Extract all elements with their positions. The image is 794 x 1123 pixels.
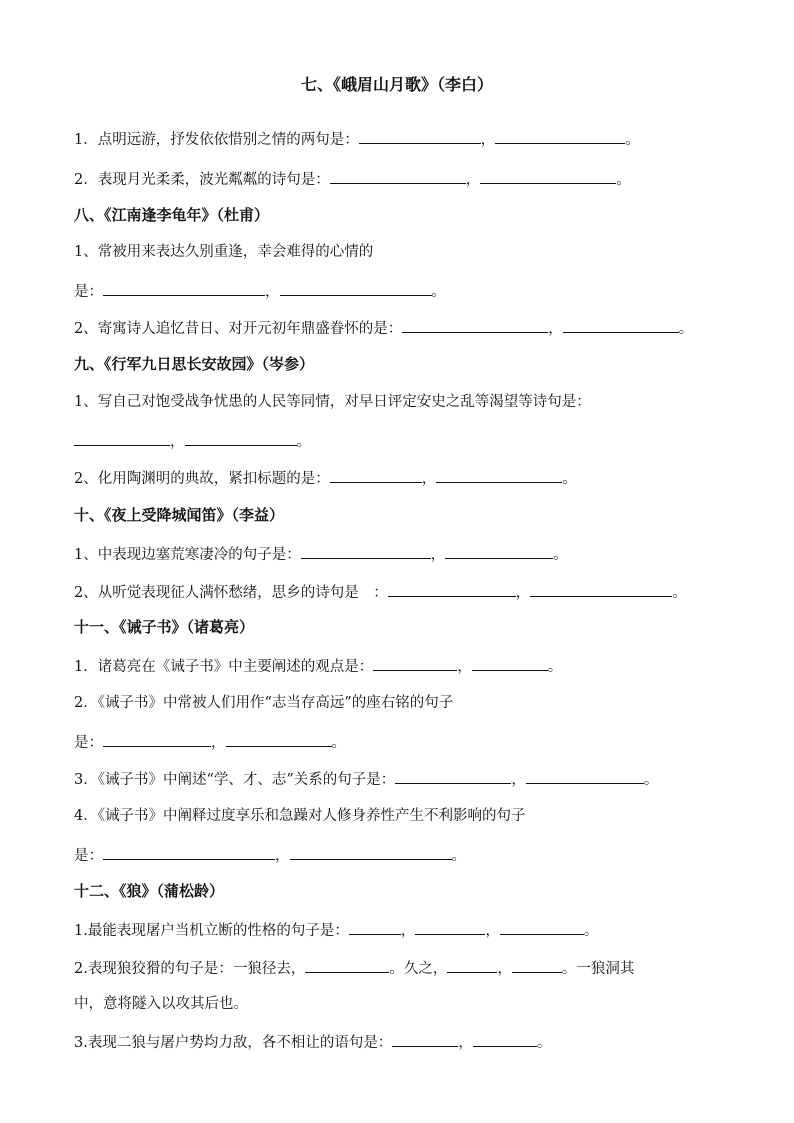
separator: ， [170, 434, 185, 450]
separator: ， [211, 735, 226, 751]
section-heading-12: 十二、《狼》（蒲松龄） [74, 882, 225, 900]
question-text: 1.最能表现屠户当机立断的性格的句子是： [74, 923, 349, 939]
question-text: 2．表现月光柔柔，波光粼粼的诗句是： [74, 172, 330, 188]
question-9-1: 1、写自己对饱受战争忧患的人民等同情，对早日评定安史之乱等渴望等诗句是： [74, 394, 591, 410]
question-text: 3.表现二狼与屠户势均力敌，各不相让的语句是： [74, 1035, 393, 1051]
answer-blank[interactable] [512, 957, 562, 973]
question-text: 2、化用陶渊明的典故，紧扣标题的是： [74, 471, 330, 487]
question-12-3 [74, 1031, 551, 1053]
answer-blank[interactable] [103, 280, 265, 296]
answer-blank[interactable] [563, 317, 679, 333]
page-title: 七、《峨眉山月歌》（李白） [300, 75, 493, 94]
question-12-2-continued: 中，意将隧入以攻其后也。 [74, 996, 248, 1012]
separator: ， [548, 321, 563, 337]
question-10-1 [74, 543, 568, 565]
answer-blank[interactable] [473, 1031, 537, 1047]
question-8-1-answer [74, 280, 446, 302]
question-11-3 [74, 768, 658, 790]
separator: ， [421, 471, 437, 487]
separator: ， [515, 585, 531, 601]
separator: ， [465, 172, 481, 188]
question-text: 2.表现狼狡猾的句子是：一狼径去， [74, 961, 306, 977]
period: 。 [536, 1035, 552, 1051]
question-text: 1、中表现边塞荒寒凄冷的句子是： [74, 547, 301, 563]
question-11-1 [74, 655, 562, 677]
separator: ， [275, 848, 290, 864]
answer-blank[interactable] [359, 128, 481, 144]
answer-blank[interactable] [395, 768, 511, 784]
period: 。 [625, 132, 640, 148]
question-text-tail: 。一狼洞其 [561, 961, 635, 977]
separator: ， [497, 961, 512, 977]
answer-blank[interactable] [305, 957, 389, 973]
answer-blank[interactable] [373, 655, 457, 671]
separator: ， [511, 772, 526, 788]
answer-blank[interactable] [349, 919, 401, 935]
section-heading-10: 十、《夜上受降城闻笛》（李益） [74, 506, 285, 524]
separator: ， [485, 923, 500, 939]
answer-blank[interactable] [301, 543, 431, 559]
period: 。 [331, 735, 346, 751]
question-11-4: 4．《诫子书》中阐释过度享乐和急躁对人修身养性产生不利影响的句子 [74, 808, 526, 824]
answer-blank[interactable] [392, 1031, 458, 1047]
question-text-mid: 。久之， [389, 961, 448, 977]
answer-blank[interactable] [74, 430, 170, 446]
question-12-2 [74, 957, 634, 979]
question-12-1 [74, 919, 598, 941]
separator: ， [457, 659, 472, 675]
period: 。 [296, 434, 311, 450]
question-text: 2、寄寓诗人追忆昔日、对开元初年鼎盛眷怀的是： [74, 321, 403, 337]
answer-blank[interactable] [472, 655, 548, 671]
separator: ， [430, 547, 446, 563]
answer-blank[interactable] [495, 128, 625, 144]
answer-blank[interactable] [388, 581, 516, 597]
period: 。 [672, 585, 687, 601]
answer-blank[interactable] [402, 317, 548, 333]
question-8-2 [74, 317, 693, 339]
answer-blank[interactable] [280, 280, 432, 296]
question-11-4-answer [74, 844, 466, 866]
period: 。 [451, 848, 466, 864]
question-7-1 [74, 128, 640, 150]
separator: ， [458, 1035, 473, 1051]
period: 。 [431, 284, 446, 300]
question-8-1: 1、常被用来表达久别重逢，幸会难得的心情的 [74, 244, 374, 260]
period: 。 [547, 659, 563, 675]
section-heading-9: 九、《行军九日思长安故园》（岑参） [74, 355, 315, 373]
separator: ， [480, 132, 496, 148]
answer-blank[interactable] [500, 919, 584, 935]
question-text: 3．《诫子书》中阐述“学、才、志”关系的句子是： [74, 772, 396, 788]
answer-blank[interactable] [447, 957, 497, 973]
question-11-2-answer [74, 731, 346, 753]
answer-blank[interactable] [330, 467, 422, 483]
question-9-1-answer [74, 430, 311, 452]
answer-blank[interactable] [530, 581, 672, 597]
section-heading-11: 十一、《诫子书》（诸葛亮） [74, 618, 255, 636]
period: 。 [553, 547, 568, 563]
separator: ， [265, 284, 280, 300]
answer-blank[interactable] [436, 467, 562, 483]
period: 。 [678, 321, 694, 337]
answer-blank[interactable] [290, 844, 452, 860]
answer-blank[interactable] [103, 844, 275, 860]
answer-blank[interactable] [330, 168, 466, 184]
answer-blank[interactable] [226, 731, 332, 747]
period: 。 [562, 471, 577, 487]
question-text: 2、从听觉表现征人满怀愁绪，思乡的诗句是 ： [74, 585, 388, 601]
answer-blank[interactable] [103, 731, 211, 747]
period: 。 [643, 772, 659, 788]
question-11-2: 2．《诫子书》中常被人们用作“志当存高远”的座右铭的句子 [74, 695, 454, 711]
question-10-2 [74, 581, 687, 603]
question-text: 1．点明远游，抒发依依惜别之情的两句是： [74, 132, 359, 148]
question-9-2 [74, 467, 577, 489]
answer-blank[interactable] [480, 168, 616, 184]
period: 。 [583, 923, 599, 939]
question-text: 是： [74, 848, 103, 864]
separator: ， [400, 923, 416, 939]
question-text: 是： [74, 284, 103, 300]
section-heading-8: 八、《江南逢李龟年》（杜甫） [74, 206, 270, 224]
answer-blank[interactable] [415, 919, 485, 935]
answer-blank[interactable] [445, 543, 553, 559]
answer-blank[interactable] [185, 430, 297, 446]
question-text: 1．诸葛亮在《诫子书》中主要阐述的观点是： [74, 659, 374, 675]
answer-blank[interactable] [526, 768, 644, 784]
question-7-2 [74, 168, 631, 190]
period: 。 [616, 172, 631, 188]
question-text: 是： [74, 735, 103, 751]
